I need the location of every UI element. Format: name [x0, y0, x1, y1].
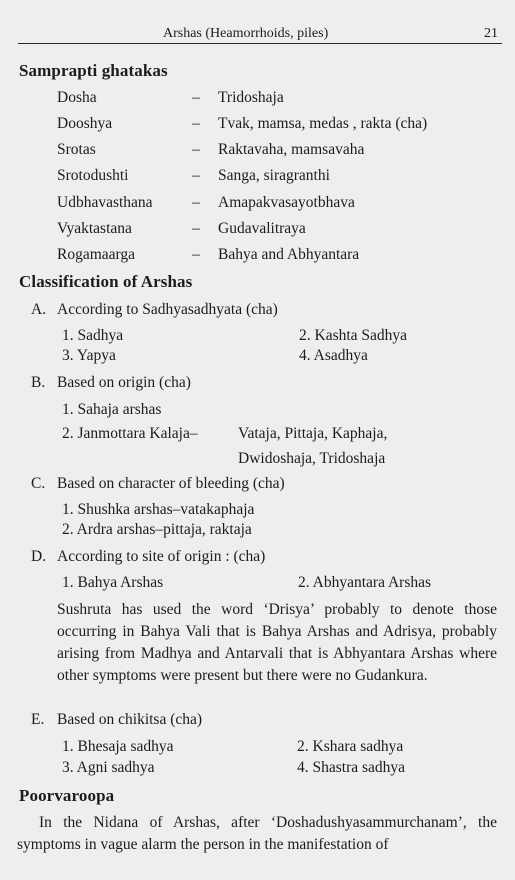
samprapti-dash: – [192, 141, 200, 158]
samprapti-dash: – [192, 194, 200, 211]
page-number: 21 [484, 26, 498, 41]
list-item: 1. Shushka arshas–vatakaphaja [62, 501, 255, 518]
samprapti-value: Tridoshaja [218, 89, 284, 106]
samprapti-dash: – [192, 115, 200, 132]
samprapti-value: Tvak, mamsa, medas , rakta (cha) [218, 115, 428, 132]
subsection-label: A. [31, 301, 47, 318]
list-item: 2. Janmottara Kalaja– [62, 425, 198, 442]
samprapti-value: Gudavalitraya [218, 220, 306, 237]
subsection-label: B. [31, 374, 46, 391]
list-item: 1. Sahaja arshas [62, 401, 162, 418]
samprapti-term: Vyaktastana [57, 220, 132, 237]
samprapti-dash: – [192, 89, 200, 106]
section-heading-classification: Classification of Arshas [19, 272, 193, 291]
list-item: 3. Yapya [62, 347, 116, 364]
running-header-title: Arshas (Heamorrhoids, piles) [163, 26, 329, 41]
samprapti-term: Srotas [57, 141, 96, 158]
samprapti-dash: – [192, 246, 200, 263]
list-item: 1. Sadhya [62, 327, 124, 344]
samprapti-term: Srotodushti [57, 167, 129, 184]
section-heading-poorvaroopa: Poorvaroopa [19, 786, 115, 805]
list-item: 2. Kshara sadhya [297, 738, 404, 755]
list-item: 4. Asadhya [299, 347, 368, 364]
subsection-title: According to site of origin : (cha) [57, 548, 266, 565]
paragraph-drisya: Sushruta has used the word ‘Drisya’ probably to denote those occurring in Bahya Vali that is Bahya Arshas and Adrisya, probably arising from Madhya and Antarvali that is Abhyantara Arshas where other symptoms were present but there were no Gudankura. [57, 601, 497, 684]
samprapti-value: Amapakvasayotbhava [218, 194, 355, 211]
samprapti-dash: – [192, 167, 200, 184]
subsection-label: D. [31, 548, 47, 565]
header-rule [18, 43, 502, 44]
list-item-detail: Dwidoshaja, Tridoshaja [238, 450, 386, 467]
samprapti-value: Bahya and Abhyantara [218, 246, 360, 263]
list-item: 4. Shastra sadhya [297, 759, 406, 776]
list-item: 1. Bhesaja sadhya [62, 738, 174, 755]
subsection-title: Based on chikitsa (cha) [57, 711, 203, 728]
paragraph-poorvaroopa: In the Nidana of Arshas, after ‘Doshadushyasammurchanam’, the symptoms in vague alarm the person in the manifestation of [17, 814, 497, 853]
subsection-title: Based on origin (cha) [57, 374, 191, 391]
samprapti-term: Dooshya [57, 115, 113, 132]
samprapti-value: Sanga, siragranthi [218, 167, 330, 184]
subsection-label: E. [31, 711, 45, 728]
list-item-detail: Vataja, Pittaja, Kaphaja, [238, 425, 388, 442]
list-item: 2. Ardra arshas–pittaja, raktaja [62, 521, 252, 538]
section-heading-samprapti: Samprapti ghatakas [19, 61, 168, 80]
subsection-title: According to Sadhyasadhyata (cha) [57, 301, 278, 318]
samprapti-dash: – [192, 220, 200, 237]
subsection-title: Based on character of bleeding (cha) [57, 475, 285, 492]
list-item: 2. Kashta Sadhya [299, 327, 408, 344]
samprapti-value: Raktavaha, mamsavaha [218, 141, 365, 158]
list-item: 1. Bahya Arshas [62, 574, 164, 591]
samprapti-term: Udbhavasthana [57, 194, 153, 211]
samprapti-term: Rogamaarga [57, 246, 136, 263]
list-item: 2. Abhyantara Arshas [298, 574, 432, 591]
subsection-label: C. [31, 475, 46, 492]
samprapti-term: Dosha [57, 89, 97, 106]
list-item: 3. Agni sadhya [62, 759, 155, 776]
